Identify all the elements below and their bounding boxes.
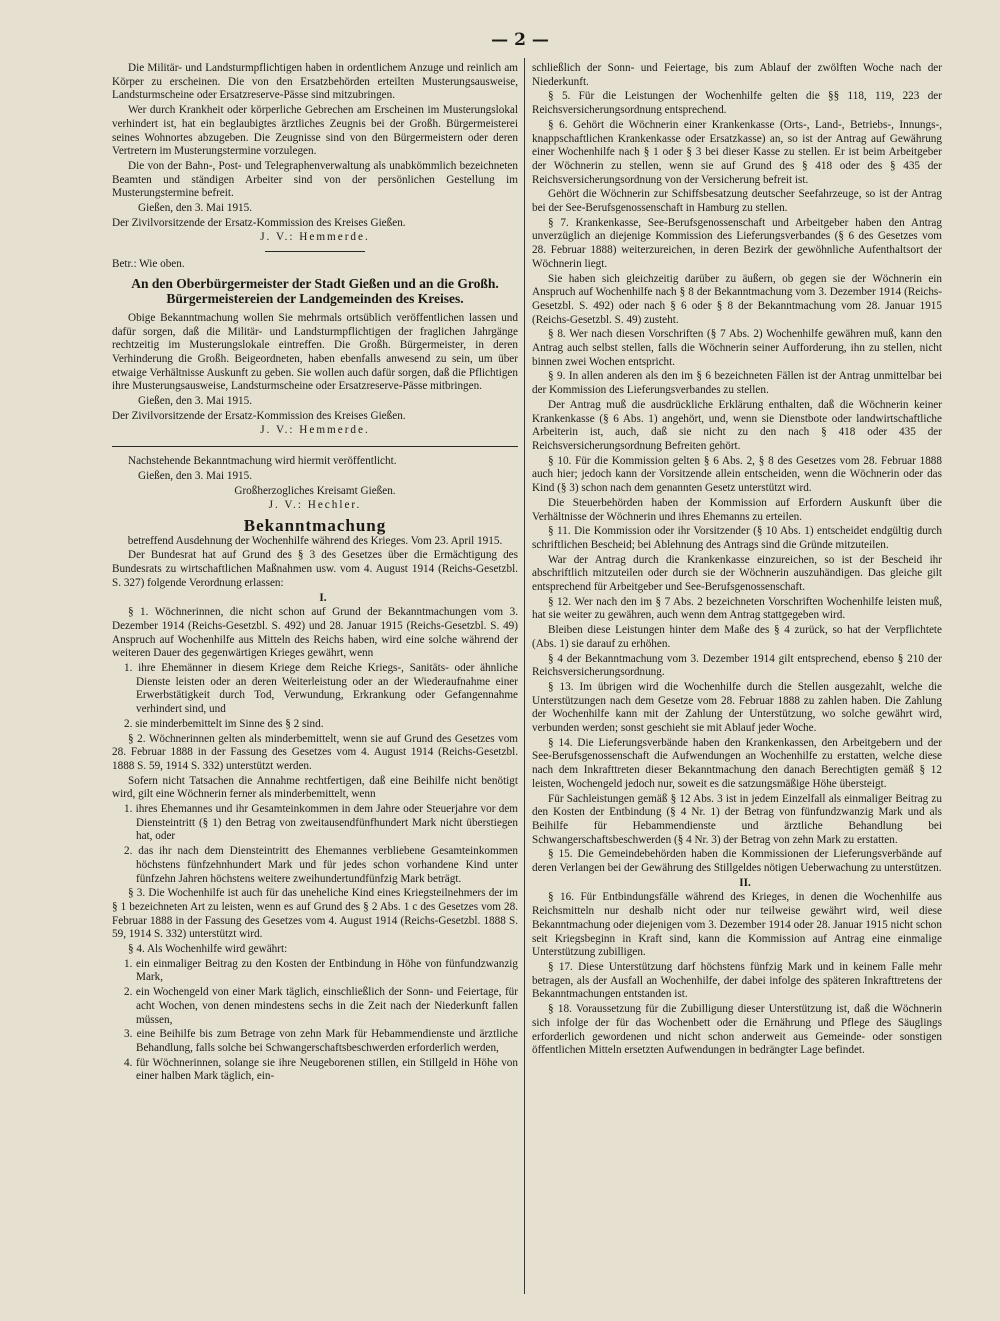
section-17: § 17. Diese Unterstützung darf höchstens fünfzig Mark und in keinem Falle mehr betragen, als der Ausfall an Wochenhilfe, der dabei infolge des späteren Inkrafttretens der Bekanntmachungen entstanden ist. [532, 961, 942, 1001]
part-number: II. [739, 876, 751, 889]
signature: J. V.: Hemmerde. [260, 424, 370, 437]
notice-line: Nachstehende Bekanntmachung wird hiermit veröffentlicht. [128, 455, 397, 468]
paragraph: Für Sachleistungen gemäß § 12 Abs. 3 ist in jedem Einzelfall als einmaliger Beitrag zu den Kosten der Entbindung (§ 4 Nr. 1) der Betrag von fünfundzwanzig Mark und als Beihilfe für Hebammendienste und ärztliche Behandlung bei Schwangerschaftsbeschwerden (§ 4 Nr. 3) der Betrag von zehn Mark zu erstatten. [532, 792, 942, 846]
list-item: 1. ihre Ehemänner in diesem Kriege dem Reiche Kriegs-, Sanitäts- oder ähnliche Dienste leisten oder an deren Weiterleistung oder an der Wiederaufnahme einer Erwerbstätigkeit durch Tod, Verwundung, Erkrankung oder Gefangennahme verhindert sind, und [124, 662, 518, 716]
section-8: § 8. Wer nach diesen Vorschriften (§ 7 Abs. 2) Wochenhilfe gewähren muß, kann den Antrag auch selbst stellen, falls die Wöchnerin seiner Aufforderung, ihn zu stellen, nicht binnen zwei Wochen entspricht. [532, 328, 942, 368]
section-6: § 6. Gehört die Wöchnerin einer Krankenkasse (Orts-, Land-, Betriebs-, Innungs-, knappschaftlichen Krankenkasse oder Ersatzkasse) an, so ist der Antrag auf Gewährung einer Wochenhilfe nach § 1 oder § 3 bei dieser Kasse zu stellen. Er ist beim Arbeitgeber der Wöchnerin zu stellen, wenn sie auf Grund des § 418 oder des § 435 der Reichsversicherungsordnung von der Versicherung befreit ist. [532, 118, 942, 186]
section-15: § 15. Die Gemeindebehörden haben die Kommissionen der Lieferungsverbände auf deren Verlangen bei der Gewährung des Stillgeldes nötigen Ueberwachung zu unterstützen. [532, 848, 942, 875]
subject-line: Betr.: Wie oben. [112, 258, 185, 271]
date-line: Gießen, den 3. Mai 1915. [138, 202, 253, 215]
section-5: § 5. Für die Leistungen der Wochenhilfe gelten die §§ 118, 119, 223 der Reichsversicherungsordnung entsprechend. [532, 90, 942, 117]
list [112, 958, 518, 1084]
paragraph: schließlich der Sonn- und Feiertage, bis zum Ablauf der zwölften Woche nach der Niederkunft. [532, 62, 942, 88]
list-item: 2. sie minderbemittelt im Sinne des § 2 sind. [124, 717, 324, 730]
section-10: § 10. Für die Kommission gelten § 6 Abs. 2, § 8 des Gesetzes vom 28. Februar 1888 auch hier; jedoch kann der Vorsitzende allein entscheiden, wenn die Wöchnerin oder das Kind (§ 3) schon nach dem genannten Gesetz unterstützt wird. [532, 454, 942, 495]
date-line: Gießen, den 3. Mai 1915. [138, 469, 253, 482]
list-item: 1. ihres Ehemannes und ihr Gesamteinkommen in dem Jahre oder Steuerjahre vor dem Diensteintritt (§ 1) den Betrag von zweitausendfünfhundert Mark nicht überstiegen hat, oder [124, 803, 518, 843]
date-line: Gießen, den 3. Mai 1915. [138, 395, 253, 408]
list-item: 2. ein Wochengeld von einer Mark täglich, einschließlich der Sonn- und Feiertage, für acht Wochen, von denen mindestens sechs in die Zeit nach der Niederkunft fallen müssen, [124, 986, 518, 1026]
paragraph: Gehört die Wöchnerin zur Schiffsbesatzung deutscher Seefahrzeuge, so ist der Antrag bei der See-Berufsgenossenschaft in Hamburg zu stellen. [532, 188, 942, 215]
authority-line: Der Zivilvorsitzende der Ersatz-Kommission des Kreises Gießen. [112, 409, 406, 422]
paragraph: Die Militär- und Landsturmpflichtigen haben in ordentlichem Anzuge und reinlich am Körper zu erscheinen. Die von den Ersatzbehörden erteilten Musterungsausweise, Landsturmscheine oder Ersatzreserve-Pässe sind mitzubringen. [112, 62, 518, 102]
list-item: 1. ein einmaliger Beitrag zu den Kosten der Entbindung in Höhe von fünfundzwanzig Mark, [124, 957, 518, 984]
page-number: — 2 — [491, 30, 549, 50]
section-heading: An den Oberbürgermeister der Stadt Gießen und an die Großh. Bürgermeistereien der Landgemeinden des Kreises. [131, 275, 499, 306]
section-11: § 11. Die Kommission oder ihr Vorsitzender (§ 10 Abs. 1) entscheidet endgültig durch schriftlichen Bescheid; bei Ablehnung des Antrags sind die Gründe mitzuteilen. [532, 525, 942, 551]
section-12: § 12. Wer nach den im § 7 Abs. 2 bezeichneten Vorschriften Wochenhilfe leisten muß, hat sie weiter zu gewähren, auch wenn dem Antrag stattgegeben wird. [532, 595, 942, 622]
divider [265, 251, 365, 252]
list-item: 4. für Wöchnerinnen, solange sie ihre Neugeborenen stillen, ein Stillgeld in Höhe von einer halben Mark täglich, ein- [124, 1056, 518, 1083]
divider [112, 446, 518, 447]
section-16: § 16. Für Entbindungsfälle während des Krieges, in denen die Wochenhilfe aus Reichsmitteln nur deshalb nicht oder nur teilweise gewährt wird, weil diese Bekanntmachung oder diejenigen vom 3. Dezember 1914 oder 28. Januar 1915 nicht schon seit Kriegsbeginn in Kraft sind, kann die Kommission auf Antrag eine einmalige Unterstützung zubilligen. [532, 891, 942, 959]
announcement-subtitle: betreffend Ausdehnung der Wochenhilfe während des Krieges. Vom 23. April 1915. [127, 534, 503, 547]
left-column [112, 62, 518, 1302]
paragraph: Der Bundesrat hat auf Grund des § 3 des Gesetzes über die Ermächtigung des Bundesrats zu wirtschaftlichen Maßnahmen usw. vom 4. August 1914 (Reichs-Gesetzbl. S. 327) folgende Verordnung erlassen: [112, 549, 518, 589]
paragraph: Die Steuerbehörden haben der Kommission auf Erfordern Auskunft über die Verhältnisse der Wöchnerin und ihres Ehemanns zu erteilen. [532, 496, 942, 523]
right-column [532, 62, 942, 1302]
authority-line: Der Zivilvorsitzende der Ersatz-Kommission des Kreises Gießen. [112, 216, 406, 229]
list-item: 3. eine Beihilfe bis zum Betrage von zehn Mark für Hebammendienste und ärztliche Behandlung, falls solche bei Schwangerschaftsbeschwerden erforderlich werden, [124, 1028, 518, 1054]
section-14: § 14. Die Lieferungsverbände haben den Krankenkassen, den Arbeitgebern und der See-Berufsgenossenschaft die Aufwendungen an Wochenhilfe zu erstatten, welche diese nach dem Inkrafttreten dieser Bekanntmachung den danach Berechtigten gemäß § 12 leisten, Wochengeld jedoch nur, soweit es die satzungsmäßige Höhe übersteigt. [532, 736, 942, 790]
section-3: § 3. Die Wochenhilfe ist auch für das uneheliche Kind eines Kriegsteilnehmers der im § 1 bezeichneten Art zu leisten, wenn es auf Grund des § 2 Abs. 1 c des Gesetzes vom 28. Februar 1888 in der Fassung des Gesetzes vom 4. August 1914 (Reichs-Gesetzbl. 1888 S. 59, 1914 S. 332) unterstützt wird. [112, 887, 518, 941]
signature: J. V.: Hemmerde. [260, 231, 370, 244]
list [112, 803, 518, 886]
paragraph: War der Antrag durch die Krankenkasse einzureichen, so ist der Bescheid ihr abschriftlich mitzuteilen oder durch sie der Wöchnerin auszuhändigen. Das gleiche gilt entsprechend für Arbeitgeber und See-Berufsgenossenschaft. [532, 553, 942, 594]
section-7: § 7. Krankenkasse, See-Berufsgenossenschaft und Arbeitgeber haben den Antrag unverzüglich an diejenige Kommission des Lieferungsverbandes (§ 6 des Gesetzes vom 28. Februar 1888) weiterzureichen, in deren Bezirk der gewöhnliche Aufenthaltsort der Wöchnerin liegt. [532, 216, 942, 270]
signature: J. V.: Hechler. [268, 499, 362, 512]
section-18: § 18. Voraussetzung für die Zubilligung dieser Unterstützung ist, daß die Wöchnerin sich infolge der für das Wochenbett oder die Ernährung und Pflege des Säuglings erforderlich gewordenen und nicht schon anderweit aus Gemeinde- oder sonstigen öffentlichen Mitteln ersetzten Aufwendungen in bedrängter Lage befindet. [532, 1003, 942, 1057]
section-13: § 13. Im übrigen wird die Wochenhilfe durch die Stellen ausgezahlt, welche die Unterstützungen nach dem Gesetze vom 28. Februar 1888 zu zahlen haben. Die Zahlung der Wochenhilfe kann mit der Zahlung der Unterstützung, wo solche gewährt wird, verbunden werden; sonst geschieht sie mit Ablauf jeder Woche. [532, 680, 942, 735]
section-1: § 1. Wöchnerinnen, die nicht schon auf Grund der Bekanntmachungen vom 3. Dezember 1914 (Reichs-Gesetzbl. S. 492) und 28. Januar 1915 (Reichs-Gesetzbl. S. 49) Anspruch auf Wochenhilfe aus Mitteln des Reichs haben, wird eine solche während der weiteren Dauer des gegenwärtigen Krieges gewährt, wenn [112, 606, 518, 660]
paragraph: Bleiben diese Leistungen hinter dem Maße des § 4 zurück, so hat der Verpflichtete (Abs. 1) sie darauf zu erhöhen. [532, 624, 942, 650]
announcement-title: Bekanntmachung [243, 515, 387, 535]
list-item: 2. das ihr nach dem Diensteintritt des Ehemannes verbliebene Gesamteinkommen höchstens fünfzehnhundert Mark und für jedes schon vorhandene Kind unter fünfzehn Jahren höchstens weitere zweihundertundfünfzig Mark beträgt. [124, 845, 518, 885]
part-number: I. [319, 591, 327, 604]
paragraph: Sie haben sich gleichzeitig darüber zu äußern, ob gegen sie der Wöchnerin ein Anspruch auf Wochenhilfe nach § 8 der Bekanntmachung vom 3. Dezember 1914 (Reichs-Gesetzbl. S. 492) oder nach § 6 oder § 8 der Bekanntmachung vom 28. Januar 1915 (Reichs-Gesetzbl. S. 49) zusteht. [532, 272, 942, 326]
office-line: Großherzogliches Kreisamt Gießen. [234, 484, 396, 497]
paragraph: Sofern nicht Tatsachen die Annahme rechtfertigen, daß eine Beihilfe nicht benötigt wird, gilt eine Wöchnerin ferner als minderbemittelt, wenn [112, 774, 518, 801]
section-4: § 4. Als Wochenhilfe wird gewährt: [128, 943, 288, 956]
paragraph: § 4 der Bekanntmachung vom 3. Dezember 1914 gilt entsprechend, ebenso § 210 der Reichsversicherungsordnung. [532, 652, 942, 679]
paragraph: Obige Bekanntmachung wollen Sie mehrmals ortsüblich veröffentlichen lassen und dafür sorgen, daß die Militär- und Landsturmpflichtigen der fraglichen Jahrgänge rechtzeitig im Musterungslokale eintreffen. Die Großh. Bürgermeister, in deren Verhinderung die Großh. Beigeordneten, haben ebenfalls anwesend zu sein, um über etwaige Verhältnisse Auskunft zu geben. Sie wollen auch dafür sorgen, daß die Pflichtigen ihre Musterungsausweise, Landsturmscheine oder Ersatzreserve-Pässe mitbringen. [112, 311, 518, 393]
column-divider [524, 58, 525, 1294]
section-9: § 9. In allen anderen als den im § 6 bezeichneten Fällen ist der Antrag unmittelbar bei der Kommission des Lieferungsverbandes zu stellen. [532, 370, 942, 397]
paragraph: Wer durch Krankheit oder körperliche Gebrechen am Erscheinen im Musterungslokal verhindert ist, hat ein beglaubigtes ärztliches Zeugnis bei der Großh. Bürgermeisterei seines Wohnortes abzugeben. Die Zeugnisse sind von den Bürgermeistern oder deren Vertretern im Musterungstermine vorzulegen. [112, 104, 518, 158]
section-2: § 2. Wöchnerinnen gelten als minderbemittelt, wenn sie auf Grund des Gesetzes vom 28. Februar 1888 in der Fassung des Gesetzes vom 4. August 1914 (Reichs-Gesetzbl. 1888 S. 59, 1914 S. 332) unterstützt werden. [112, 732, 518, 772]
paragraph: Der Antrag muß die ausdrückliche Erklärung enthalten, daß die Wöchnerin keiner Krankenkasse (§ 6 Abs. 1) angehört, und, wenn sie Dienstbote oder landwirtschaftliche Arbeiterin ist, auch, daß sie nicht zu den nach § 418 oder 435 der Reichsversicherungsordnung Befreiten gehört. [532, 398, 942, 452]
list [112, 662, 518, 732]
paragraph: Die von der Bahn-, Post- und Telegraphenverwaltung als unabkömmlich bezeichneten Beamten und ständigen Arbeiter sind von der persönlichen Gestellung im Musterungstermine befreit. [112, 159, 518, 200]
